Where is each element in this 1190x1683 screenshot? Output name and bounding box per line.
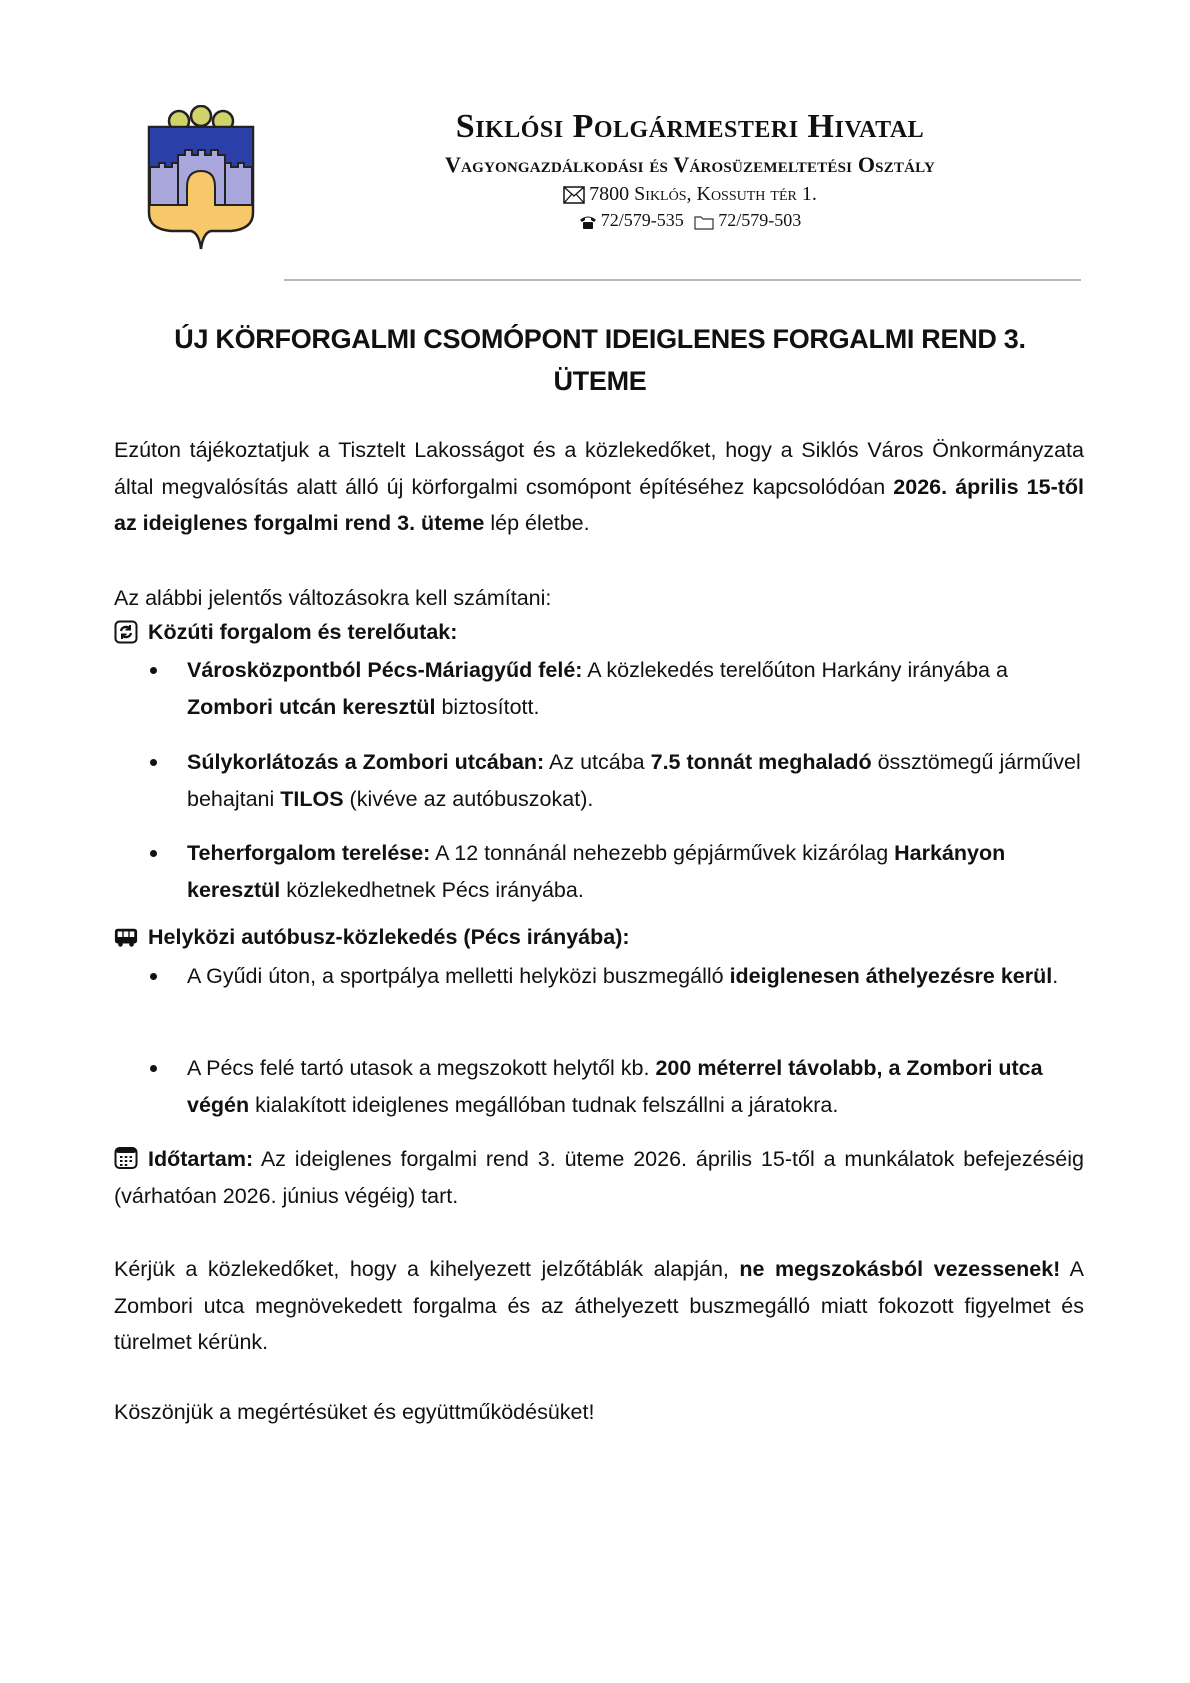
- bullet-label: Súlykorlátozás a Zombori utcában:: [187, 750, 545, 774]
- bullet-emphasis: TILOS: [280, 786, 344, 811]
- bullet-text: A Gyűdi úton, a sportpálya melletti helyközi buszmegálló: [187, 964, 730, 988]
- request-text: Kérjük a közlekedőket, hogy a kihelyezett jelzőtáblák alapján,: [114, 1257, 740, 1281]
- telephone-icon: [579, 214, 597, 230]
- bullet-icon: [150, 973, 157, 980]
- fax-number: 72/579-503: [718, 210, 802, 230]
- bullet-emphasis: 7.5 tonnát meghaladó: [650, 750, 872, 774]
- intro-effective-date: 2026. április 15-től az ideiglenes forgalmi rend 3. üteme: [114, 474, 1084, 535]
- bus-icon: [114, 925, 138, 949]
- bullet-text: A Pécs felé tartó utasok a megszokott helytől kb.: [187, 1056, 656, 1080]
- bullet-label: Városközpontból Pécs-Máriagyűd felé:: [187, 658, 583, 682]
- bullet-emphasis: Harkányon keresztül: [187, 841, 1006, 902]
- bullet-emphasis: Zombori utcán keresztül: [187, 694, 436, 719]
- intro-text-end: lép életbe.: [484, 511, 590, 535]
- calendar-icon: [114, 1145, 138, 1169]
- request-text-end: A Zombori utca megnövekedett forgalma és az áthelyezett buszmegálló miatt fokozott figyelmet és türelmet kérünk.: [114, 1257, 1084, 1354]
- request-paragraph: [114, 1251, 1084, 1361]
- duration-label: Időtartam:: [148, 1147, 254, 1171]
- office-name: Siklósi Polgármesteri Hivatal: [455, 108, 925, 145]
- bullet-emphasis: ideiglenesen áthelyezésre kerül: [729, 964, 1053, 988]
- section-heading-text: Közúti forgalom és terelőutak:: [148, 620, 458, 644]
- bullet-text: .: [1052, 964, 1059, 988]
- address-line: [330, 183, 1050, 206]
- bullet-text: A közlekedés terelőúton Harkány irányába a: [582, 658, 1008, 682]
- address-text: 7800 Siklós, Kossuth tér 1.: [589, 183, 817, 205]
- intro-paragraph: [114, 432, 1084, 542]
- title-line-1: ÚJ KÖRFORGALMI CSOMÓPONT IDEIGLENES FORGALMI REND 3.: [174, 324, 1026, 354]
- department-name: Vagyongazdálkodási és Városüzemeltetési Osztály: [444, 152, 936, 177]
- intro-text: Ezúton tájékoztatjuk a Tisztelt Lakosságot és a közlekedőket, hogy a Siklós Város Önkormányzata által megvalósítás alatt álló új körforgalmi csomópont építéséhez kapcsolódóan: [114, 438, 1084, 499]
- changes-lead: Az alábbi jelentős változásokra kell számítani:: [114, 586, 552, 610]
- bullet-text: biztosított.: [435, 694, 540, 719]
- contact-line: [330, 210, 1050, 231]
- bullet-text: közlekedhetnek Pécs irányába.: [280, 877, 584, 902]
- title-line-2: ÜTEME: [553, 366, 647, 396]
- phone-number: 72/579-535: [600, 210, 684, 230]
- section-bus-heading: [114, 919, 630, 955]
- bullet-icon: [150, 1065, 157, 1072]
- closing-line: Köszönjük a megértésüket és együttműködésüket!: [114, 1400, 595, 1424]
- bullet-emphasis: 200 méterrel távolabb, a Zombori utca végén: [187, 1056, 1043, 1117]
- duration-text: Az ideiglenes forgalmi rend 3. üteme 2026. április 15-től a munkálatok befejezéséig (várhatóan 2026. június végéig) tart.: [114, 1147, 1084, 1208]
- bullet-icon: [150, 850, 157, 857]
- folder-icon: [694, 214, 714, 230]
- bullet-text: össztömegű járművel behajtani: [187, 750, 1081, 811]
- bullet-text: A 12 tonnánál nehezebb gépjárművek kizárólag: [430, 841, 895, 865]
- repeat-arrows-icon: [114, 620, 138, 644]
- bullet-text: Az utcába: [544, 750, 651, 774]
- bullet-icon: [150, 667, 157, 674]
- envelope-icon: [563, 186, 585, 204]
- section-road-traffic-heading: [114, 614, 457, 650]
- duration-paragraph: [114, 1141, 1084, 1214]
- document-title: [110, 318, 1090, 402]
- bullet-icon: [150, 759, 157, 766]
- header-divider: [284, 279, 1081, 281]
- section-heading-text: Helyközi autóbusz-közlekedés (Pécs irányába):: [148, 925, 630, 949]
- bullet-label: Teherforgalom terelése:: [187, 841, 431, 865]
- request-emphasis: ne megszokásból vezessenek!: [739, 1257, 1061, 1281]
- bullet-text: kialakított ideiglenes megállóban tudnak felszállni a járatokra.: [249, 1092, 839, 1117]
- coat-of-arms-logo: [145, 105, 257, 253]
- bullet-text: (kivéve az autóbuszokat).: [343, 786, 594, 811]
